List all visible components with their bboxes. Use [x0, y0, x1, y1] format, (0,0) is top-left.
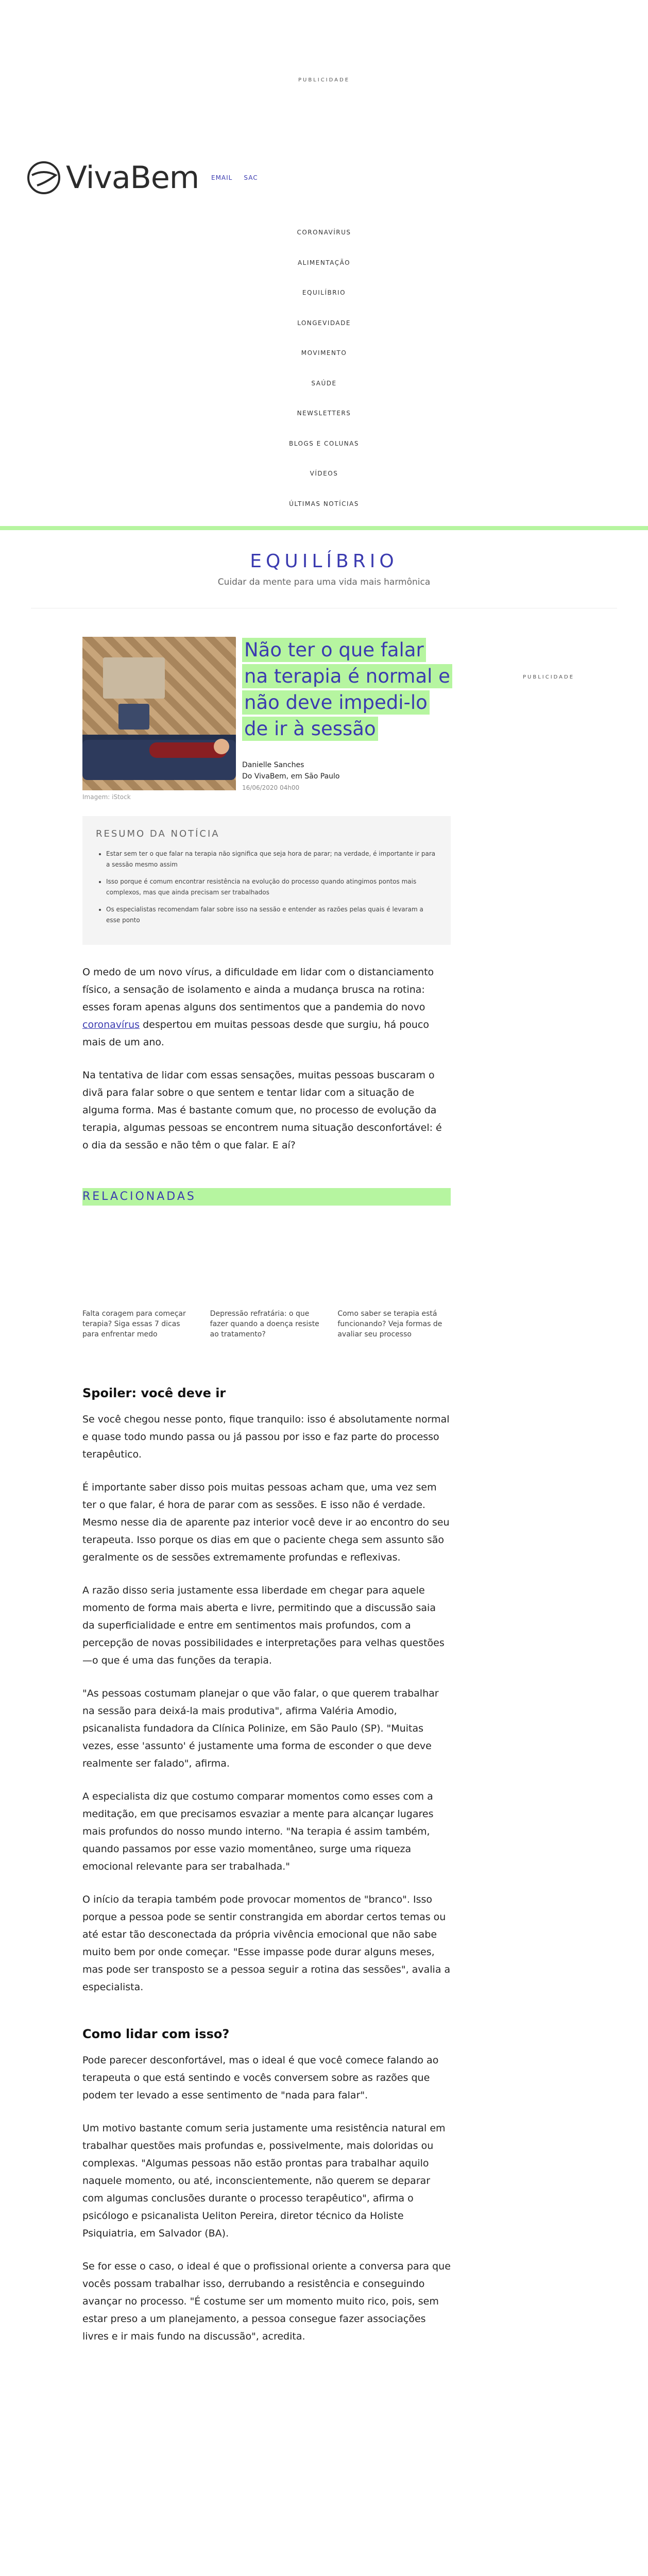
publish-date: 16/06/2020 04h00 [242, 784, 300, 791]
author-source: Do VivaBem, em São Paulo [242, 772, 340, 781]
related-title: RELACIONADAS [82, 1188, 451, 1206]
nav-item-equilibrio[interactable]: EQUILÍBRIO [302, 289, 346, 296]
nav-item-blogs[interactable]: BLOGS E COLUNAS [288, 439, 360, 447]
paragraph: A especialista diz que costumo comparar momentos como esses com a meditação, em que precisamos esvaziar a mente para alcançar lugares mais profundos do nosso mundo interno. "Na terapia é assim também, quando passamos por esse vazio momentâneo, surge uma riqueza emocional relevante para ser trabalhada." [82, 1791, 434, 1872]
related-item-title[interactable]: Como saber se terapia está funcionando? Veja formas de avaliar seu processo [337, 1310, 442, 1338]
paragraph: A razão disso seria justamente essa liberdade em chegar para aquele momento de forma mais aberta e livre, permitindo que a discussão saia da superficialidade e entre em sentimentos mais profundos, com a percepção de novas possibilidades e interpretações para velhas questões—o que é uma das funções da terapia. [82, 1585, 445, 1666]
coronavirus-link[interactable]: coronavírus [82, 1019, 140, 1030]
news-summary [82, 816, 451, 945]
content-area [0, 608, 648, 2576]
ad-label: PUBLICIDADE [298, 77, 350, 83]
brand-header [0, 160, 648, 206]
paragraph: "As pessoas costumam planejar o que vão falar, o que querem trabalhar na sessão para deixá-la mais produtiva", afirma Valéria Amodio, psicanalista fundadora da Clínica Polinize, em São Paulo (SP). "Muitas vezes, esse 'assunto' é justamente uma forma de esconder o que deve realmente ser falado", afirma. [82, 1688, 439, 1769]
related-item[interactable] [82, 1221, 196, 1340]
article-headline [242, 637, 451, 742]
article-hero [82, 637, 451, 801]
headline-text: Não ter o que falar na terapia é normal e não deve impedi-lo de ir à sessão [242, 638, 452, 741]
vivabem-logo-icon [26, 160, 62, 196]
paragraph: Se for esse o caso, o ideal é que o profissional oriente a conversa para que vocês possam trabalhar isso, derrubando a resistência e conseguindo avançar no processo. "É costume ser um momento muito rico, pois, sem estar preso a um planejamento, a pessoa consegue fazer associações livres e ir mais fundo na discussão", acredita. [82, 2261, 451, 2342]
paragraph: Pode parecer desconfortável, mas o ideal é que você comece falando ao terapeuta o que está sentindo e vocês conversem sobre as razões que podem ter levado a esse sentimento de "nada para falar". [82, 2055, 439, 2101]
nav-item-coronavirus[interactable]: CORONAVÍRUS [297, 229, 351, 236]
main-nav [0, 206, 648, 526]
related-item-title[interactable]: Depressão refratária: o que fazer quando a doença resiste ao tratamento? [210, 1310, 319, 1338]
nav-item-newsletters[interactable]: NEWSLETTERS [297, 410, 351, 417]
section-title[interactable]: EQUILÍBRIO [250, 551, 398, 572]
subheading: Como lidar com isso? [82, 2027, 230, 2041]
related-item[interactable] [210, 1221, 323, 1340]
summary-title: RESUMO DA NOTÍCIA [96, 828, 220, 839]
image-credit: Imagem: iStock [82, 793, 131, 801]
divider-line [0, 526, 648, 530]
header-links [211, 174, 258, 181]
top-ad-slot [0, 0, 648, 160]
section-header [31, 530, 617, 608]
article-image [82, 637, 236, 790]
email-link[interactable]: EMAIL [211, 174, 233, 181]
nav-item-longevidade[interactable]: LONGEVIDADE [297, 319, 351, 327]
paragraph-text: despertou em muitas pessoas desde que surgiu, há pouco mais de um ano. [82, 1019, 429, 1048]
sac-link[interactable]: SAC [244, 174, 258, 181]
brand-name: VivaBem [66, 160, 199, 196]
nav-item-movimento[interactable]: MOVIMENTO [301, 349, 347, 357]
article [82, 637, 451, 2345]
nav-item-alimentacao[interactable]: ALIMENTAÇÃO [297, 259, 351, 266]
paragraph-text: O medo de um novo vírus, a dificuldade em lidar com o distanciamento físico, a sensação de isolamento e ainda a mudança brusca na rotina: esses foram apenas alguns dos sentimentos que a pandemia do novo [82, 967, 434, 1013]
paragraph: Se você chegou nesse ponto, fique tranquilo: isso é absolutamente normal e quase todo mundo passa ou já passou por isso e faz parte do processo terapêutico. [82, 1414, 450, 1460]
paragraph: Na tentativa de lidar com essas sensações, muitas pessoas buscaram o divã para falar sobre o que sentem e tentar lidar com a situação de alguma forma. Mas é bastante comum que, no processo de evolução da terapia, algumas pessoas se encontrem numa situação desconfortável: é o dia da sessão e não têm o que falar. E aí? [82, 1070, 442, 1151]
section-subtitle: Cuidar da mente para uma vida mais harmônica [217, 577, 431, 587]
logo[interactable] [26, 160, 199, 196]
subheading: Spoiler: você deve ir [82, 1386, 226, 1400]
nav-item-ultimas[interactable]: ÚLTIMAS NOTÍCIAS [289, 500, 359, 507]
related-item[interactable] [337, 1221, 451, 1340]
author-name: Danielle Sanches [242, 761, 304, 769]
summary-item: • Isso porque é comum encontrar resistência na evolução do processo quando atingimos pontos mais complexos, mas que ainda precisam ser trabalhados [106, 876, 437, 898]
summary-item: • Os especialistas recomendam falar sobre isso na sessão e entender as razões pelas quais é levaram a esse ponto [106, 904, 437, 926]
paragraph: Um motivo bastante comum seria justamente uma resistência natural em trabalhar questões mais profundas e, possivelmente, mais doloridas ou complexas. "Algumas pessoas não estão prontas para trabalhar aquilo naquele momento, ou até, inconscientemente, não querem se deparar com algumas conclusões durante o processo terapêutico", afirma o psicólogo e psicanalista Ueliton Pereira, diretor técnico da Holiste Psiquiatria, em Salvador (BA). [82, 2123, 446, 2239]
hero-text [242, 637, 451, 801]
nav-item-saude[interactable]: SAÚDE [311, 379, 337, 387]
paragraph: É importante saber disso pois muitas pessoas acham que, uma vez sem ter o que falar, é hora de parar com as sessões. E isso não é verdade. Mesmo nesse dia de aparente paz interior você deve ir ao encontro do seu terapeuta. Isso porque os dias em que o paciente chega sem assunto são geralmente os de sessões extremamente profundas e reflexivas. [82, 1482, 450, 1563]
byline [242, 759, 451, 793]
summary-item: • Estar sem ter o que falar na terapia não significa que seja hora de parar; na verdade, é importante ir para a sessão mesmo assim [106, 849, 437, 870]
side-ad-label: PUBLICIDADE [523, 674, 575, 680]
paragraph [82, 963, 451, 1051]
nav-item-videos[interactable]: VÍDEOS [310, 470, 338, 477]
related-list [82, 1221, 451, 1340]
related-item-title[interactable]: Falta coragem para começar terapia? Siga essas 7 dicas para enfrentar medo [82, 1310, 186, 1338]
paragraph: O início da terapia também pode provocar momentos de "branco". Isso porque a pessoa pode se sentir constrangida em abordar certos temas ou até estar tão desconectada da própria vivência emocional que não sabe muito bem por onde começar. "Esse impasse pode durar alguns meses, mas pode ser transposto se a pessoa seguir a rotina das sessões", avalia a especialista. [82, 1894, 451, 1993]
